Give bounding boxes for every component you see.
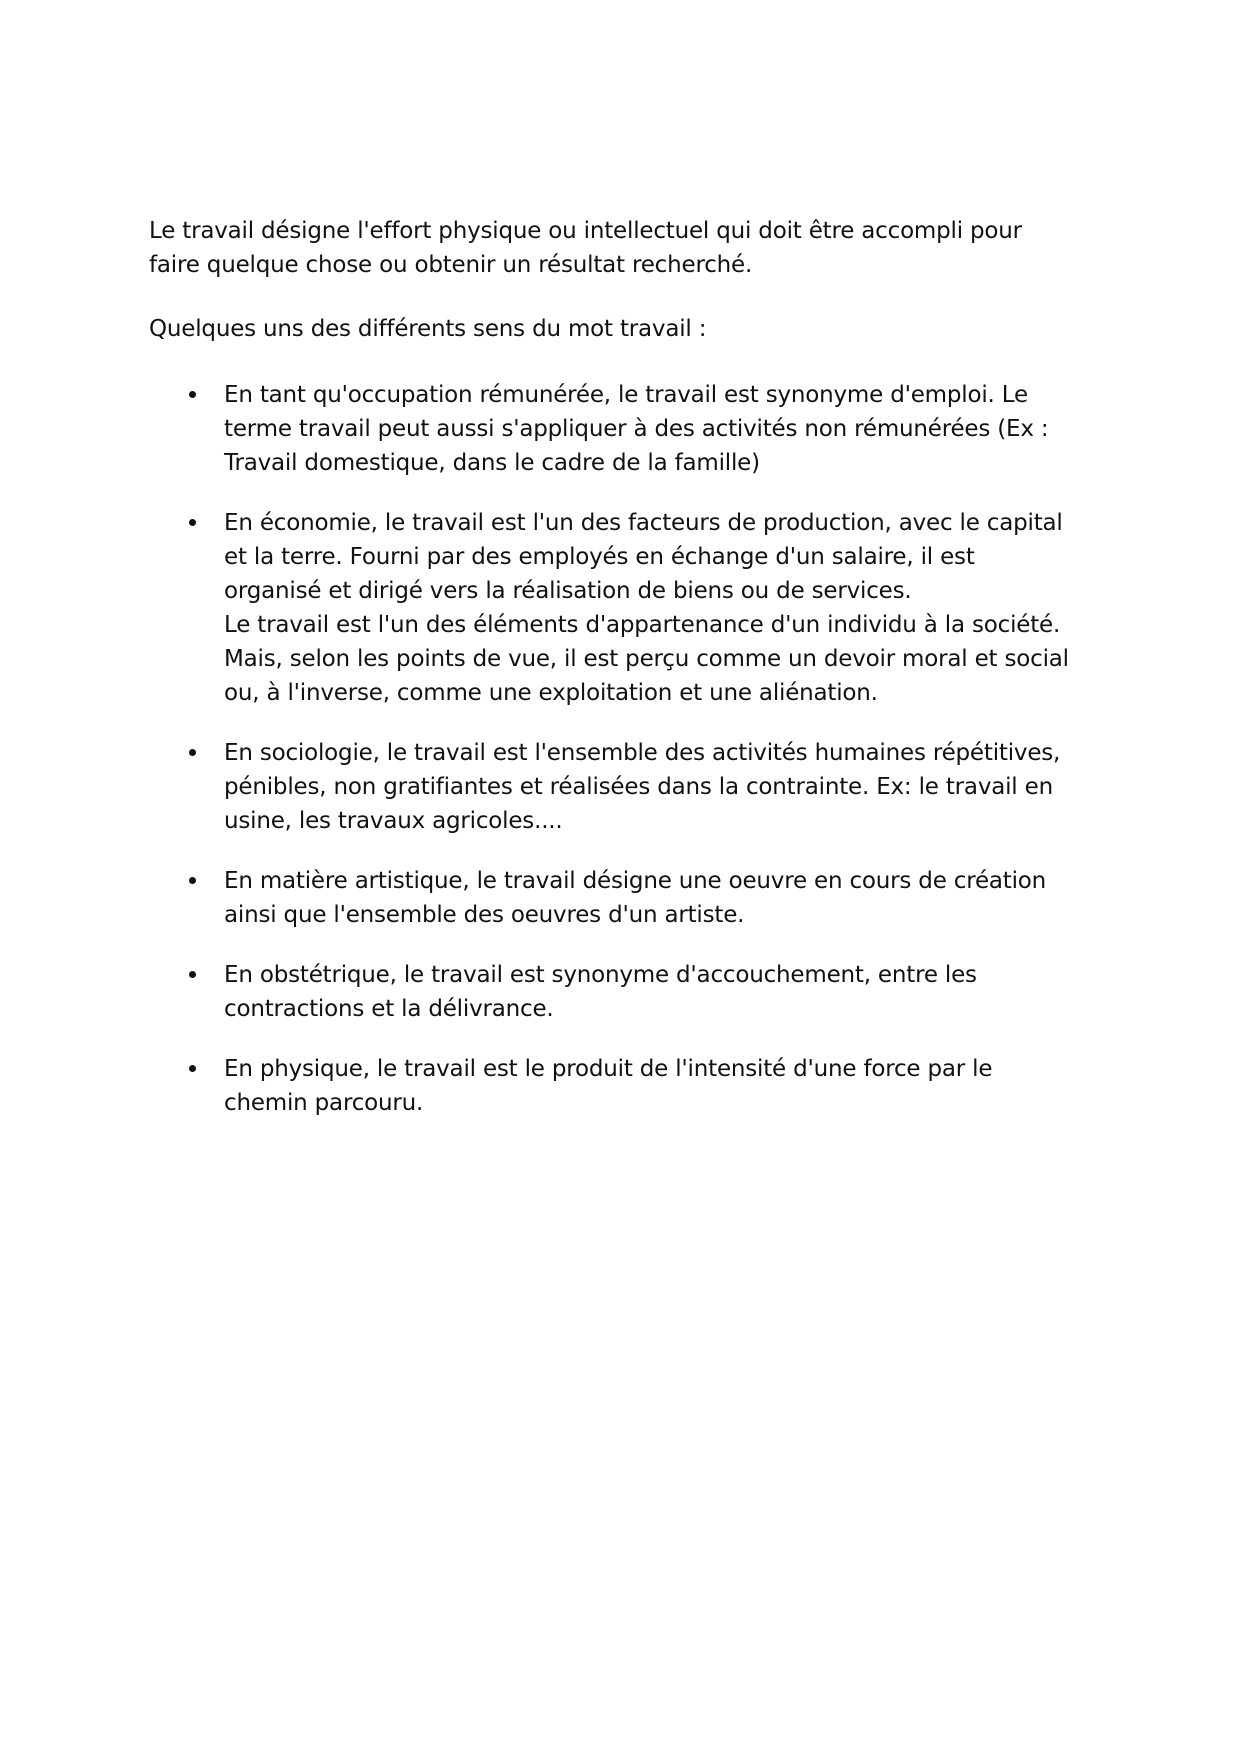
meanings-list (149, 378, 1099, 1120)
list-item-text: En physique, le travail est le produit de l'intensité d'une force par le chemin parcouru. (224, 1056, 993, 1116)
list-item-text: En tant qu'occupation rémunérée, le travail est synonyme d'emploi. Le terme travail peut aussi s'appliquer à des activités non rémunérées (Ex : Travail domestique, dans le cadre de la famille) (224, 382, 1049, 476)
list-item (149, 378, 1099, 480)
bullet-icon (189, 971, 196, 978)
list-item-text: En sociologie, le travail est l'ensemble des activités humaines répétitives, pénibles, non gratifiantes et réalisées dans la contrainte. Ex: le travail en usine, les travaux agricoles.... (224, 740, 1061, 834)
list-item-text: En économie, le travail est l'un des facteurs de production, avec le capital et la terre. Fourni par des employés en échange d'un salaire, il est organisé et dirigé vers la réalisation de biens ou de services. Le travail est l'un des éléments d'appartenance d'un individu à la société. Mais, selon les points de vue, il est perçu comme un devoir moral et social ou, à l'inverse, comme une exploitation et une aliénation. (224, 510, 1069, 706)
lead-paragraph: Quelques uns des différents sens du mot travail : (149, 316, 707, 342)
document-body (149, 214, 1099, 1146)
intro-paragraph: Le travail désigne l'effort physique ou intellectuel qui doit être accompli pour faire quelque chose ou obtenir un résultat recherché. (149, 218, 1022, 278)
list-item (149, 864, 1099, 932)
list-item (149, 506, 1099, 710)
list-item-text: En obstétrique, le travail est synonyme d'accouchement, entre les contractions et la délivrance. (224, 962, 977, 1022)
list-item-text: En matière artistique, le travail désigne une oeuvre en cours de création ainsi que l'ensemble des oeuvres d'un artiste. (224, 868, 1047, 928)
bullet-icon (189, 519, 196, 526)
bullet-icon (189, 391, 196, 398)
list-item (149, 1052, 1099, 1120)
list-item (149, 958, 1099, 1026)
bullet-icon (189, 877, 196, 884)
bullet-icon (189, 1065, 196, 1072)
bullet-icon (189, 749, 196, 756)
list-item (149, 736, 1099, 838)
